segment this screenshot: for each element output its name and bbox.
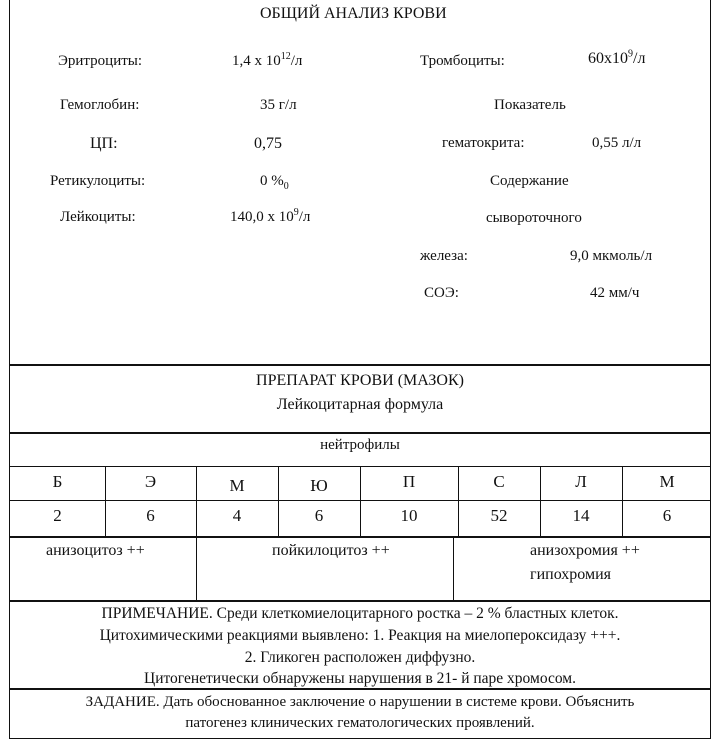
smear-subtitle: Лейкоцитарная формула (276, 396, 444, 413)
col-band: П (402, 472, 416, 491)
plt-value: $60х10^9/л$ (588, 48, 646, 67)
col-eosinophils: Э (144, 472, 157, 491)
ci-label: ЦП: (90, 135, 118, 152)
poikilocytosis-text: пойкилоцитоз ++ (272, 542, 390, 559)
smear-title: ПРЕПАРАТ КРОВИ (МАЗОК) (256, 372, 464, 389)
hct-label-2: гематокрита: (442, 135, 525, 151)
iron-label-2: сывороточного (486, 210, 582, 226)
iron-label-1: Содержание (490, 173, 569, 189)
value-monocytes: 6 (662, 506, 672, 525)
retic-value: 0 $\%_0$ (260, 173, 289, 192)
ci-value: 0,75 (254, 135, 282, 152)
page-title: ОБЩИЙ АНАЛИЗ КРОВИ (260, 5, 447, 22)
col-monocytes: М (659, 472, 675, 491)
table-top-line (10, 432, 710, 434)
note-line-3: 2. Гликоген расположен диффузно. (244, 649, 476, 666)
value-myelocytes: 4 (232, 506, 242, 525)
note-line-1: ПРИМЕЧАНИЕ. Среди клеткомиелоцитарного ростка – 2 % бластных клеток. (101, 605, 619, 622)
wbc-label: Лейкоциты: (60, 209, 136, 225)
col-lymphocytes: Л (575, 472, 587, 491)
rbc-label: Эритроциты: (58, 53, 143, 69)
hct-value: 0,55 л/л (592, 135, 642, 151)
plt-label: Тромбоциты: (420, 53, 505, 69)
esr-value: 42 мм/ч (590, 285, 640, 301)
iron-label-3: железа: (420, 248, 468, 264)
value-band: 10 (400, 506, 418, 525)
value-lymphocytes: 14 (572, 506, 590, 525)
rbc-value: 1,4 х $10^{12}/л$ (232, 51, 303, 69)
task-line-1: ЗАДАНИЕ. Дать обоснованное заключение о нарушении в системе крови. Объяснить (85, 694, 635, 710)
col-segmented: С (493, 472, 505, 491)
hgb-value: 35 г/л (260, 97, 297, 113)
col-metamyelocytes: Ю (310, 476, 328, 495)
value-segmented: 52 (490, 506, 508, 525)
col-myelocytes: М (229, 476, 245, 495)
note-line-2: Цитохимическими реакциями выявлено: 1. Реакция на миелопероксидазу +++. (99, 627, 621, 644)
value-basophils: 2 (53, 506, 62, 525)
task-line-2: патогенез клинических гематологических проявлений. (185, 715, 535, 731)
neutrophils-header: нейтрофилы (320, 437, 400, 453)
hypochromia-text: гипохромия (530, 566, 612, 583)
esr-label: СОЭ: (424, 285, 459, 301)
value-eosinophils: 6 (146, 506, 155, 525)
col-basophils: Б (52, 472, 63, 491)
retic-label: Ретикулоциты: (50, 173, 146, 189)
hgb-label: Гемоглобин: (60, 97, 140, 113)
section-divider (10, 364, 710, 366)
value-metamyelocytes: 6 (314, 506, 324, 525)
morph-bottom-line (10, 600, 710, 602)
iron-value: 9,0 мкмоль/л (570, 248, 653, 264)
wbc-value: 140,0 х $10^9/л$ (230, 207, 311, 225)
anisochromia-text: анизохромия ++ (530, 542, 640, 559)
analysis-sheet (9, 0, 711, 739)
hct-label-1: Показатель (494, 97, 566, 113)
morph-divider (196, 536, 197, 600)
morph-divider (453, 536, 454, 600)
anisocytosis-text: анизоцитоз ++ (46, 542, 145, 559)
note-line-4: Цитогенетически обнаружены нарушения в 21- й паре хромосом. (144, 670, 576, 687)
task-divider (10, 688, 710, 690)
values-row-line (10, 536, 710, 538)
